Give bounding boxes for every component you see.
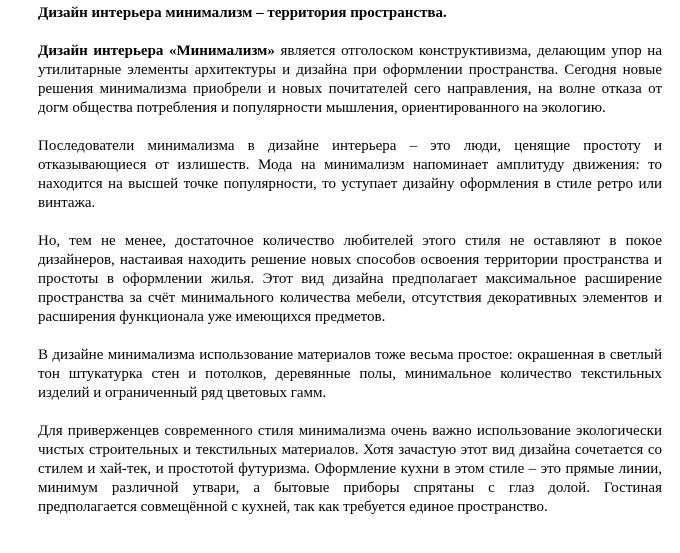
document-title: Дизайн интерьера минимализм – территория пространства. — [38, 5, 447, 21]
paragraph-1-lead: Дизайн интерьера «Минимализм» — [38, 43, 275, 59]
paragraph-5: Для приверженцев современного стиля минимализма очень важно использование экологически чистых строительных и текстильных материалов. Хотя зачастую этот вид дизайна сочетается со стилем и хай-тек, и простотой футуризма. Оформление кухни в этом стиле – это прямые линии, минимум различной утвари, а бытовые приборы спрятаны с глаз долой. Гостиная предполагается совмещённой с кухней, так как требуется единое пространство. — [38, 423, 662, 515]
paragraph-1 — [38, 42, 662, 118]
paragraph-1-text: является отголоском конструктивизма, делающим упор на утилитарные элементы архитектуры и дизайна при оформлении пространства. Сегодня новые решения минимализма приобрели и новых почитателей сего направления, на волне отказа от догм общества потребления и популярности мышления, ориентированного на экологию. — [38, 43, 662, 116]
paragraph-2: Последователи минимализма в дизайне интерьера – это люди, ценящие простоту и отказывающиеся от излишеств. Мода на минимализм напоминает амплитуду движения: то находится на высшей точке популярности, то уступает дизайну оформления в стиле ретро или винтажа. — [38, 138, 662, 211]
paragraph-3: Но, тем не менее, достаточное количество любителей этого стиля не оставляют в покое дизайнеров, настаивая находить решение новых способов освоения территории пространства и простоты в оформлении жилья. Этот вид дизайна предполагает максимальное расширение пространства за счёт минимального количества мебели, отсутствия декоративных элементов и расширения функционала уже имеющихся предметов. — [38, 233, 662, 325]
paragraph-4: В дизайне минимализма использование материалов тоже весьма простое: окрашенная в светлый тон штукатурка стен и потолков, деревянные полы, минимальное количество текстильных изделий и ограниченный ряд цветовых гамм. — [38, 347, 662, 401]
